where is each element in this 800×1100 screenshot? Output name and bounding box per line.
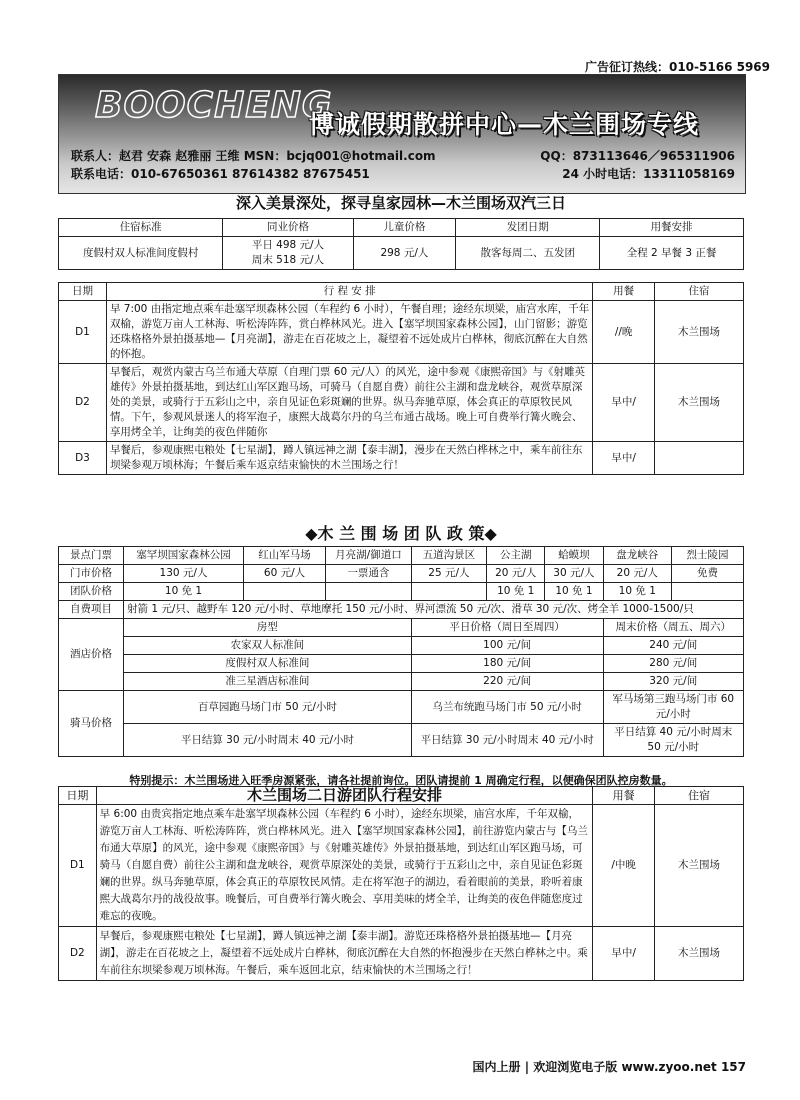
group-price — [411, 583, 486, 601]
hotel-room: 农家双人标准间 — [124, 637, 412, 655]
page-footer: 国内上册 | 欢迎浏览电子版 www.zyoo.net 157 — [472, 1060, 746, 1074]
spot-name: 盘龙峡谷 — [603, 547, 672, 565]
spot-label: 景点门票 — [59, 547, 124, 565]
two-day-stay: 木兰围场 — [654, 805, 743, 927]
horse-venue: 军马场第三跑马场门市 60 元/小时 — [603, 691, 743, 724]
itin-day: D2 — [59, 364, 107, 442]
itin-stay — [654, 442, 743, 475]
itin-text: 早餐后，观赏内蒙古乌兰布通大草原（自理门票 60 元/人）的风光，途中参观《康熙帝国》与《射雕英雄传》外景拍摄基地，到达红山军区跑马场，可骑马（自愿自费）前往公主湖和盘龙峡谷，观赏草原深处的美景，或骑行于五彩山之中，亲自见证色彩斑斓的世界。纵马奔驰草原，体会真正的草原牧民风情。下午，参观风景迷人的将军泡子，康熙大战葛尔丹的乌兰布通古战场。晚上可自费举行篝火晚会、享用烤全羊，让绚美的夜色伴随你 — [106, 364, 592, 442]
table-row — [59, 301, 744, 364]
header-dates: 发团日期 — [456, 219, 600, 237]
hotel-header-weekday: 平日价格（周日至周四） — [411, 619, 603, 637]
gate-price: 20 元/人 — [487, 565, 545, 583]
two-day-meal: /中晚 — [593, 805, 655, 927]
dates-value: 散客每周二、五发团 — [456, 237, 600, 270]
group-price: 10 免 1 — [603, 583, 672, 601]
horse-settle: 平日结算 30 元/小时周末 40 元/小时 — [124, 724, 412, 757]
price-value — [223, 237, 353, 270]
header-meals: 用餐安排 — [600, 219, 744, 237]
price-weekday: 平日 498 元/人 — [251, 239, 325, 251]
itin-meal: //晚 — [593, 301, 655, 364]
gate-price: 130 元/人 — [124, 565, 244, 583]
horse-venue: 乌兰布统跑马场门市 50 元/小时 — [411, 691, 603, 724]
hotel-weekday: 180 元/间 — [411, 655, 603, 673]
spot-name: 蛤蟆坝 — [545, 547, 603, 565]
itin-header-plan: 行 程 安 排 — [106, 283, 592, 301]
itin-text: 早餐后，参观康熙屯粮处【七星湖】，蹲人镇远神之湖【泰丰湖】，漫步在天然白桦林之中，乘车前往东坝梁参观万顷林海；午餐后乘车返京结束愉快的木兰围场之行！ — [106, 442, 592, 475]
two-day-text: 早餐后，参观康熙屯粮处【七星湖】，蹲人镇远神之湖【泰丰湖】。游览还珠格格外景拍摄基地—【月亮湖】，游走在百花坡之上，凝望着不远处成片白桦林，彻底沉醉在大自然的怀抱漫步在天然白桦林之中。乘车前往东坝梁参观万顷林海。午餐后，乘车返回北京，结束愉快的木兰围场之行！ — [96, 927, 593, 981]
optional-items: 射箭 1 元/只、越野车 120 元/小时、草地摩托 150 元/小时、界河漂流 50 元/次、滑草 30 元/次、烤全羊 1000-1500/只 — [124, 601, 744, 619]
horse-settle: 平日结算 30 元/小时周末 40 元/小时 — [411, 724, 603, 757]
spot-name: 烈士陵园 — [672, 547, 744, 565]
horse-settle: 平日结算 40 元/小时周末 50 元/小时 — [603, 724, 743, 757]
spot-name: 塞罕坝国家森林公园 — [124, 547, 244, 565]
table-row — [59, 655, 744, 673]
gate-price: 25 元/人 — [411, 565, 486, 583]
itinerary-table — [58, 282, 744, 475]
gate-price: 免费 — [672, 565, 744, 583]
banner-title: 博诚假期散拼中心—木兰围场专线 — [309, 110, 700, 139]
itin-header-stay: 住宿 — [654, 283, 743, 301]
gate-price: 一票通含 — [326, 565, 412, 583]
itin-header-meal: 用餐 — [593, 283, 655, 301]
table-row — [59, 364, 744, 442]
gate-price: 60 元/人 — [243, 565, 325, 583]
hotel-weekday: 100 元/间 — [411, 637, 603, 655]
gate-label: 门市价格 — [59, 565, 124, 583]
gate-price: 30 元/人 — [545, 565, 603, 583]
horse-venue: 百草园跑马场门市 50 元/小时 — [124, 691, 412, 724]
contact-qq: QQ：873113646／965311906 — [540, 149, 735, 163]
meals-value: 全程 2 早餐 3 正餐 — [600, 237, 744, 270]
hotel-header-room: 房型 — [124, 619, 412, 637]
policy-title: ◆木 兰 围 场 团 队 政 策◆ — [305, 524, 497, 543]
header-price: 同业价格 — [223, 219, 353, 237]
itin-header-day: 日期 — [59, 283, 107, 301]
hotel-weekend: 320 元/间 — [603, 673, 743, 691]
group-price — [672, 583, 744, 601]
hotel-weekend: 280 元/间 — [603, 655, 743, 673]
header-banner — [58, 74, 746, 194]
contact-24h: 24 小时电话：13311058169 — [562, 167, 735, 181]
brand-logo: BOOCHENG — [95, 85, 333, 126]
group-label: 团队价格 — [59, 583, 124, 601]
two-day-header-meal: 用餐 — [593, 787, 655, 805]
hotel-weekend: 240 元/间 — [603, 637, 743, 655]
two-day-meal: 早中/ — [593, 927, 655, 981]
contact-info — [71, 147, 735, 183]
price-table — [58, 218, 744, 270]
itin-text: 早 7:00 由指定地点乘车赴塞罕坝森林公园（车程约 6 小时），午餐自理；途经东坝梁，庙宫水库，千年双榆，游览万亩人工林海、听松涛阵阵，赏白桦林风光。进入【塞罕坝国家森林公园】，山门留影；游览还珠格格外景拍摄基地—【月亮湖】，游走在百花坡之上，凝望着不远处成片白桦林，彻底沉醉在大自然的怀抱。 — [106, 301, 592, 364]
header-lodging: 住宿标准 — [59, 219, 223, 237]
spot-name: 公主湖 — [487, 547, 545, 565]
group-price: 10 免 1 — [487, 583, 545, 601]
lodging-value: 度假村双人标准间度假村 — [59, 237, 223, 270]
itin-day: D3 — [59, 442, 107, 475]
group-price — [243, 583, 325, 601]
spot-name: 红山军马场 — [243, 547, 325, 565]
policy-table — [58, 546, 744, 757]
group-price: 10 免 1 — [545, 583, 603, 601]
two-day-title: 木兰围场二日游团队行程安排 — [96, 787, 593, 805]
two-day-day: D2 — [59, 927, 97, 981]
table-row — [59, 673, 744, 691]
hotel-label: 酒店价格 — [59, 619, 124, 691]
route-headline: 深入美景深处，探寻皇家园林—木兰围场双汽三日 — [235, 194, 566, 212]
two-day-header-day: 日期 — [59, 787, 97, 805]
itin-stay: 木兰围场 — [654, 364, 743, 442]
spot-name: 五道沟景区 — [411, 547, 486, 565]
table-row — [59, 927, 744, 981]
optional-label: 自费项目 — [59, 601, 124, 619]
two-day-day: D1 — [59, 805, 97, 927]
hotel-room: 准三星酒店标准间 — [124, 673, 412, 691]
itin-stay: 木兰围场 — [654, 301, 743, 364]
two-day-stay: 木兰围场 — [654, 927, 743, 981]
group-price — [326, 583, 412, 601]
gate-price: 20 元/人 — [603, 565, 672, 583]
itin-day: D1 — [59, 301, 107, 364]
itin-meal: 早中/ — [593, 442, 655, 475]
itin-meal: 早中/ — [593, 364, 655, 442]
group-price: 10 免 1 — [124, 583, 244, 601]
hotel-header-weekend: 周末价格（周五、周六） — [603, 619, 743, 637]
contact-phones: 联系电话：010-67650361 87614382 87675451 — [71, 167, 370, 181]
ad-hotline: 广告征订热线：010-5166 5969 — [584, 60, 770, 74]
contact-people: 联系人：赵君 安森 赵雅丽 王维 MSN：bcjq001@hotmail.com — [71, 149, 436, 163]
hotel-weekday: 220 元/间 — [411, 673, 603, 691]
table-row — [59, 637, 744, 655]
header-child: 儿童价格 — [353, 219, 456, 237]
table-row — [59, 805, 744, 927]
special-notice: 特别提示：木兰围场进入旺季房源紧张，请各社提前询位。团队请提前 1 周确定行程，以便确保团队控房数量。 — [129, 774, 673, 787]
hotel-room: 度假村双人标准间 — [124, 655, 412, 673]
price-weekend: 周末 518 元/人 — [251, 254, 325, 266]
two-day-table — [58, 786, 744, 981]
horse-label: 骑马价格 — [59, 691, 124, 757]
two-day-header-stay: 住宿 — [654, 787, 743, 805]
spot-name: 月亮湖/御道口 — [326, 547, 412, 565]
child-price-value: 298 元/人 — [353, 237, 456, 270]
two-day-text: 早 6:00 由贵宾指定地点乘车赴塞罕坝森林公园（车程约 6 小时），途经东坝梁，庙宫水库，千年双榆，游览万亩人工林海、听松涛阵阵，赏白桦林风光。进入【塞罕坝国家森林公园】，前往游览内蒙古与【乌兰布通大草原】的风光，途中参观《康熙帝国》与《射雕英雄传》外景拍摄基地，到达红山军区跑马场，可骑马（自愿自费）前往公主湖和盘龙峡谷，观赏草原深处的美景，或骑行于五彩山之中，亲自见证色彩斑斓的世界。纵马奔驰草原，体会真正的草原牧民风情。走在将军泡子的湖边，看着眼前的美景，聆听着康熙大战葛尔丹的战役故事。晚餐后，可自费举行篝火晚会、享用美味的烤全羊，让绚美的夜色伴随您度过难忘的夜晚。 — [96, 805, 593, 927]
table-row — [59, 442, 744, 475]
